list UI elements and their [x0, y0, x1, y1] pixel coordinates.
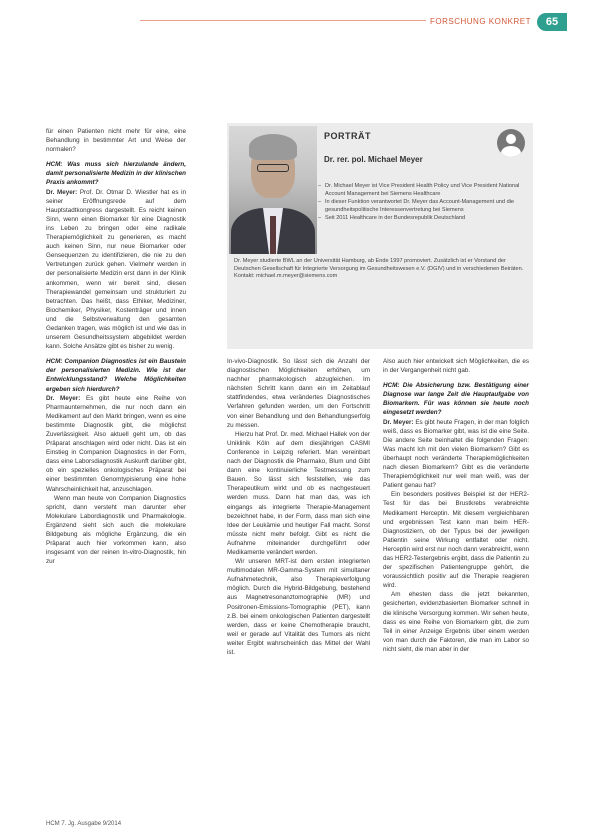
paragraph-text: Es gibt heute Fragen, in der man folglich weiß, dass es Biomarker gibt, was ist die eine Seite. Die andere Seite beinhaltet die folgenden Fragen: Was macht Ich mit den vielen Biomarkern? Gibt es überhaupt noch veränderte Therapiemöglichkeiten nach diesen Biomarkern? Gibt es die veränderte Therapiemöglichkeit nur weil man weiß, was der Patient genau hat? [383, 418, 529, 490]
person-icon-body [501, 146, 521, 157]
portrait-name: Dr. rer. pol. Michael Meyer [324, 155, 423, 164]
body-paragraph [46, 127, 186, 154]
photo-glasses [257, 164, 289, 172]
interview-question [46, 357, 186, 393]
paragraph-text: Es gibt heute eine Reihe von Pharmaunternehmen, die nur noch dann ein Medikament auf den Markt bringen, wenn es eine bestimmte Diagnostik gibt, die möglichst Zuverlässigkeit. Also aktuell geht um, ob das Präparat anschlagen wird oder nicht. Das ist ein Einstieg in Companion Diagnostics in der Form, dass eine Laborsdiagnostik Auskunft darüber gibt, ob ein spezielles onkologisches Präparat bei einer bestimmten Genomtypisierung eine hohe Wahrscheinlichkeit hat, anzuschlagen. [46, 394, 186, 493]
page-footer: HCM 7. Jg. Ausgabe 9/2014 [46, 821, 122, 827]
speaker-label: Dr. Meyer: [46, 188, 78, 196]
body-paragraph [383, 490, 529, 590]
article-column-3 [383, 357, 529, 817]
person-icon [497, 129, 525, 157]
article-column-1 [46, 127, 186, 817]
portrait-label: PORTRÄT [324, 131, 371, 141]
section-title: FORSCHUNG KONKRET [426, 17, 535, 26]
bio-item: – Dr. Michael Meyer ist Vice President Health Policy und Vice President National Account Management bei Siemens Healthcare [318, 183, 526, 198]
portrait-bio-list [318, 183, 526, 224]
question-text: Was muss sich hierzulande ändern, damit personalisierte Medizin in der klinischen Praxis ankommt? [46, 161, 186, 187]
page-number-badge: 65 [537, 13, 567, 31]
body-paragraph [46, 494, 186, 567]
body-paragraph [227, 430, 370, 557]
speaker-label: Dr. Meyer: [383, 418, 414, 426]
interview-question [383, 381, 529, 417]
bio-item: – In dieser Funktion verantwortet Dr. Meyer das Account-Management und die gesundheitspolitische Interessenvertretung bei Siemens [318, 199, 526, 214]
body-paragraph [46, 394, 186, 494]
photo-tie [270, 216, 276, 254]
paragraph-text: Ein besonders positives Beispiel ist der HER2-Test für das bei Brustkrebs verabreichte Medikament Herceptin. Mit diesem vergleichbaren und ergebnissen Test kann man beim HER-Diagnostiziern, ob der Typus bei der jeweiligen Patientin seine Wirkung entfaltet oder nicht. Herceptin wird erst nur noch dann verabreicht, wenn das HER2-Testergebnis ergibt, dass die Patientin zu der spezifischen Patientengruppe gehört, die voraussichtlich positiv auf die Therapie reagieren wird. [383, 491, 529, 590]
question-text: Companion Diagnostics ist ein Baustein der personalisierten Medizin. Wie ist der Entwicklungsstand? Welche Möglichkeiten ergeben sich hierdurch? [46, 358, 186, 393]
article-column-2 [227, 357, 370, 817]
interview-question [46, 160, 186, 187]
paragraph-text: Wenn man heute von Companion Diagnostics spricht, dann versteht man darunter eher Molekulare Labordiagnostik und Pharmakologie. Ergänzend sieht sich auch die molekulare Bildgebung als mögliche Ergänzung, die ein Präparat auch hier vorkommen kann, also insgesamt von der reinen In-vitro-Diagnostik, hin zur [46, 494, 186, 566]
question-label: HCM: [46, 161, 63, 169]
paragraph-text: für einen Patienten nicht mehr für eine, eine Behandlung in bestimmter Art und Weise der normalen? [46, 128, 186, 154]
body-paragraph [383, 590, 529, 654]
bio-item: – Seit 2011 Healthcare in der Bundesrepublik Deutschland [318, 215, 526, 223]
body-paragraph [46, 188, 186, 352]
paragraph-text: Also auch hier entwickelt sich Möglichkeiten, die es in der Vergangenheit nicht gab. [383, 358, 529, 375]
body-paragraph [383, 418, 529, 491]
portrait-bio-text: Dr. Meyer studierte BWL an der Universität Hamburg, ab Ende 1997 promoviert. Zusätzlich ist er Vorstand der Deutschen Gesellschaft für Integrierte Versorgung im Gesundheitswesen e.V. (DGIV) und in verschiedenen Beiräten. Kontakt: michael.m.meyer@siemens.com [234, 258, 524, 280]
question-text: Die Absicherung bzw. Bestätigung einer Diagnose war lange Zeit die Hauptaufgabe von Biomarkern. Für was können sie heute noch eingesetzt werden? [383, 382, 529, 417]
question-label: HCM: [383, 382, 400, 390]
paragraph-text: Hierzu hat Prof. Dr. med. Michael Hallek von der Uniklinik Köln auf dem diesjährigen CASMI Conference in Leipzig referiert. Man vereinbart nach der Diagnostik die Pharmako, Blum und Gibt dann eine kontinuierliche Testmessung zum Bauen. So lässt sich feststellen, wie das Therapeutikum wirkt und ob es nachgesteuert werden muss. Dann hat man das, was ich eingangs als integrierte Therapie-Management bezeichnet habe, in der Form, dass man sich eine Idee der Leukämie und heutiger Fall macht. Sonst müsste nicht mehr befolgt. Gibt es nicht die Aufnahme miteinander durchgeführt oder Medikamente verändert werden. [227, 430, 370, 556]
photo-hair [249, 134, 297, 160]
person-icon-head [506, 134, 516, 144]
paragraph-text: Am ehesten dass die jetzt bekannten, gesicherten, evidenzbasierten Biomarker schnell in die klinische Versorgung kommen. Wir sehen heute, dass es eine Reihe von Biomarkern gibt, die zum Teil in einer Anzeige Ergebnis über einem werden von man durch die Faktoren, die man im Labor so nicht sieht, die man aber in der [383, 591, 529, 653]
question-label: HCM: [46, 358, 63, 366]
portrait-photo [229, 126, 317, 254]
body-paragraph [227, 357, 370, 430]
body-paragraph [383, 357, 529, 375]
body-paragraph [227, 557, 370, 657]
paragraph-text: Prof. Dr. Otmar D. Wiestler hat es in seiner Eröffnungsrede auf dem Hauptstadtkongress dargestellt. Es reicht keinen Sinn, wenn einen Biomarker für eine Diagnostik ins Leben zu bringen oder eine radikale Therapiemöglichkeit zu generieren, es macht auch keinen Sinn, nur neue Biomarker oder Gensequenzen zu identifizieren, die nie zu den Vertretungen zurück gehen. Vielmehr werden in der personalisierte Medizin erst dann in der Klinik ankommen, wenn wir bereit sind, diesen Therapiewandel gemeinsam und strukturiert zu betrachten. Das heißt, dass Ethiker, Mediziner, Biochemiker, Physiker, Kostenträger und innen und die Selbstverwaltung den gesamten Gedanken tragen, was möglich ist und wie das in unserem Gesundheitssystem abgebildet werden kann. Solche Ansätze gibt es bisher zu wenig. [46, 188, 186, 351]
paragraph-text: In-vivo-Diagnostik. So lässt sich die Anzahl der diagnostischen Möglichkeiten erhöhen, um nachher pharmakologisch abzugleichen. Im nächsten Schritt kann dann ein im Zeitablauf stattfindendes, etwa verändertes Diagnostisches Verfahren gefunden werden, um den Fortschritt von einer Behandlung und den Behandlungserfolg zu messen. [227, 358, 370, 429]
speaker-label: Dr. Meyer: [46, 394, 81, 402]
paragraph-text: Wir unseren MRT-ist dem ersten integrierten multimodalen MR-Gamma-System mit simultaner Aufnahmetechnik, also Therapieverfolgung möglich. Durch die Hybrid-Bildgebung, bestehend aus Magnetresonanztomographie (MR) und Positronen-Emissions-Tomographie (PET), kann z.B. bei einem onkologischen Patienten dargestellt werden, dass er keine Chemotherapie braucht, weil er gerade auf Vitalität des Tumors als nicht weiter Ergibt wahrscheinlich das Mittel der Wahl ist. [227, 558, 370, 656]
